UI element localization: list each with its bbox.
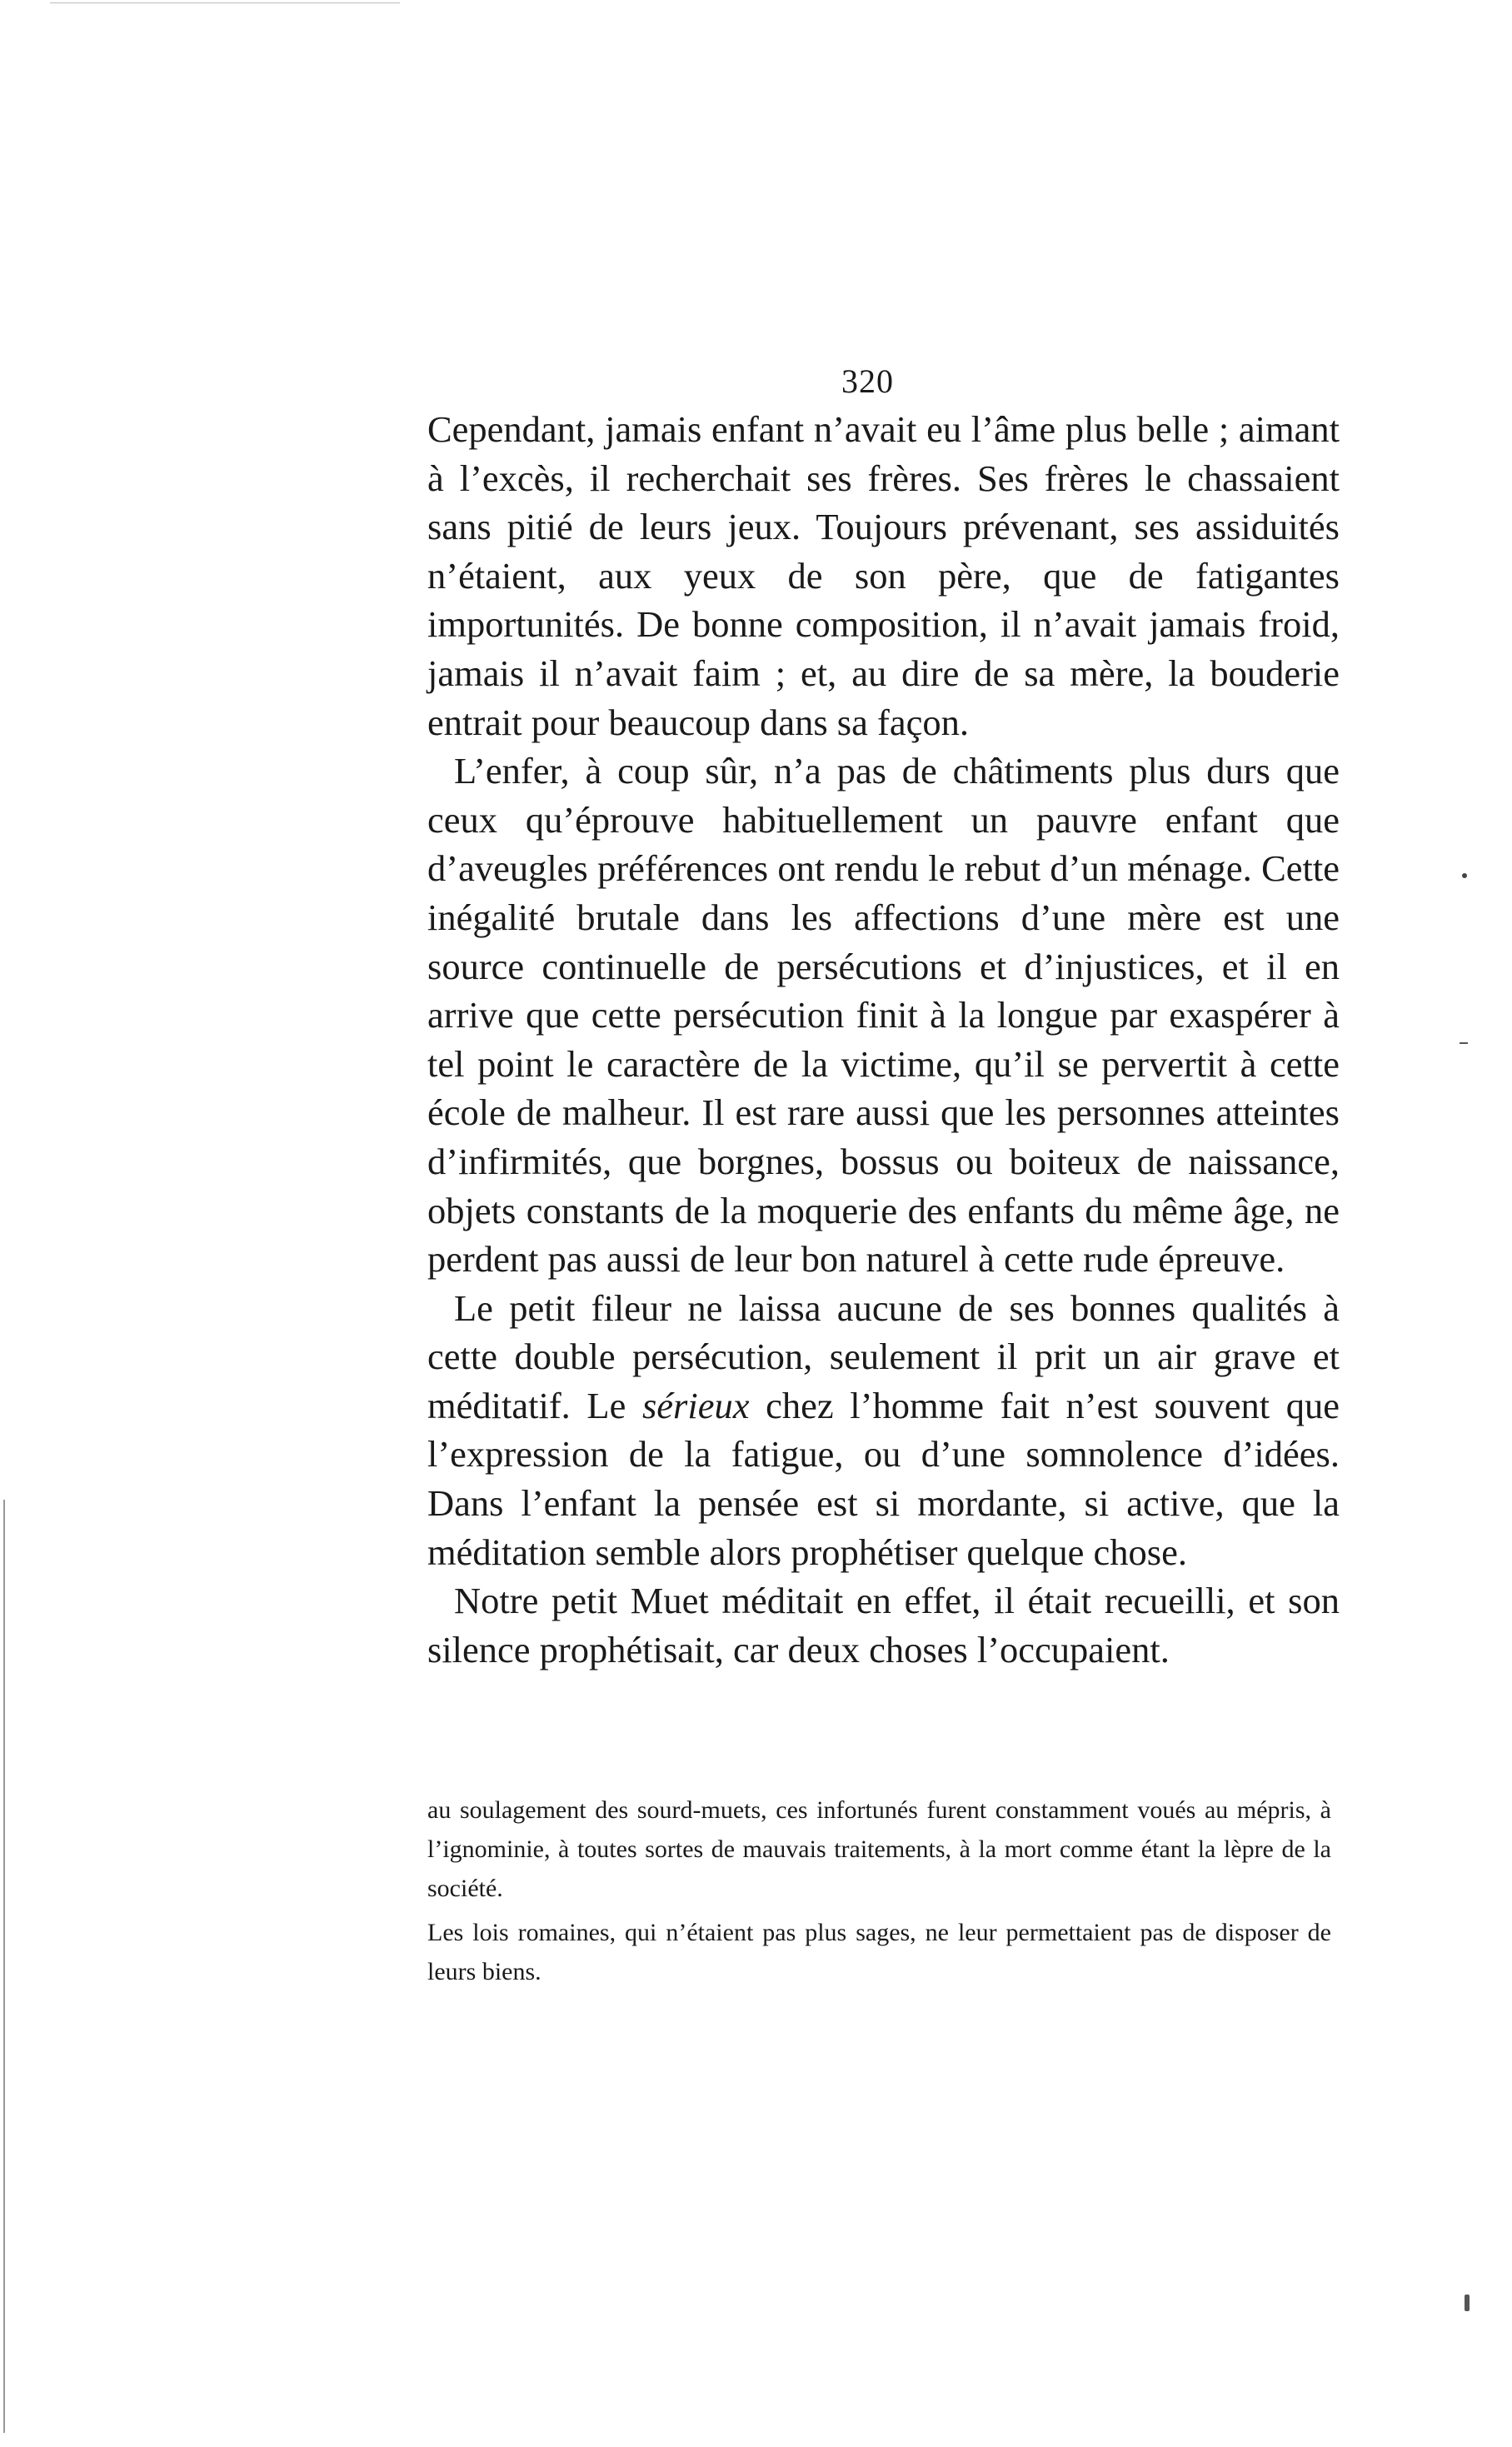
emphasis-serieux: sérieux	[641, 1384, 750, 1426]
footnote-2: Les lois romaines, qui n’étaient pas plus sages, ne leur permettaient pas de disposer de leurs biens.	[427, 1919, 1331, 1985]
footnotes	[427, 1790, 1331, 1991]
margin-dash-mark	[1460, 1042, 1468, 1044]
margin-ink-mark	[1465, 2295, 1470, 2311]
body-text	[427, 405, 1340, 1674]
paragraph-1: Cependant, jamais enfant n’avait eu l’âme plus belle ; aimant à l’excès, il recherchait ses frères. Ses frères le chassaient sans pitié de leurs jeux. Toujours prévenant, ses assiduités n’étaient, aux yeux de son père, que de fatigantes importunités. De bonne composition, il n’avait jamais froid, jamais il n’avait faim ; et, au dire de sa mère, la bouderie entrait pour beaucoup dans sa façon.	[427, 408, 1340, 743]
paragraph-4: Notre petit Muet méditait en effet, il était recueilli, et son silence prophétisait, car deux choses l’occupaient.	[427, 1580, 1340, 1670]
scan-top-line	[50, 2, 400, 3]
margin-dot-mark	[1462, 873, 1467, 878]
paragraph-3-text-after: chez l’homme fait n’est souvent que l’expression de la fatigue, ou d’une somnolence d’idées. Dans l’enfant la pensée est si mordante, si active, que la méditation semble alors prophétiser quelque chose.	[427, 1384, 1340, 1573]
footnote-1: au soulagement des sourd-muets, ces infortunés furent constamment voués au mépris, à l’ignominie, à toutes sortes de mauvais traitements, à la mort comme étant la lèpre de la société.	[427, 1796, 1331, 1902]
page-number: 320	[841, 362, 894, 400]
paragraph-3-text-before: Le petit fileur ne laissa aucune de ses bonnes qualités à cette double persécution, seulement il prit un air grave et méditatif. Le	[427, 1286, 1340, 1426]
paragraph-3	[427, 1284, 1340, 1577]
scan-edge-line	[3, 1500, 5, 2433]
paragraph-2: L’enfer, à coup sûr, n’a pas de châtiments plus durs que ceux qu’éprouve habituellement un pauvre enfant que d’aveugles préférences ont rendu le rebut d’un ménage. Cette inégalité brutale dans les affections d’une mère est une source continuelle de persécutions et d’injustices, et il en arrive que cette persécution finit à la longue par exaspérer à tel point le caractère de la victime, qu’il se pervertit à cette école de malheur. Il est rare aussi que les personnes atteintes d’infirmités, que borgnes, bossus ou boiteux de naissance, objets constants de la moquerie des enfants du même âge, ne perdent pas aussi de leur bon naturel à cette rude épreuve.	[427, 750, 1340, 1281]
